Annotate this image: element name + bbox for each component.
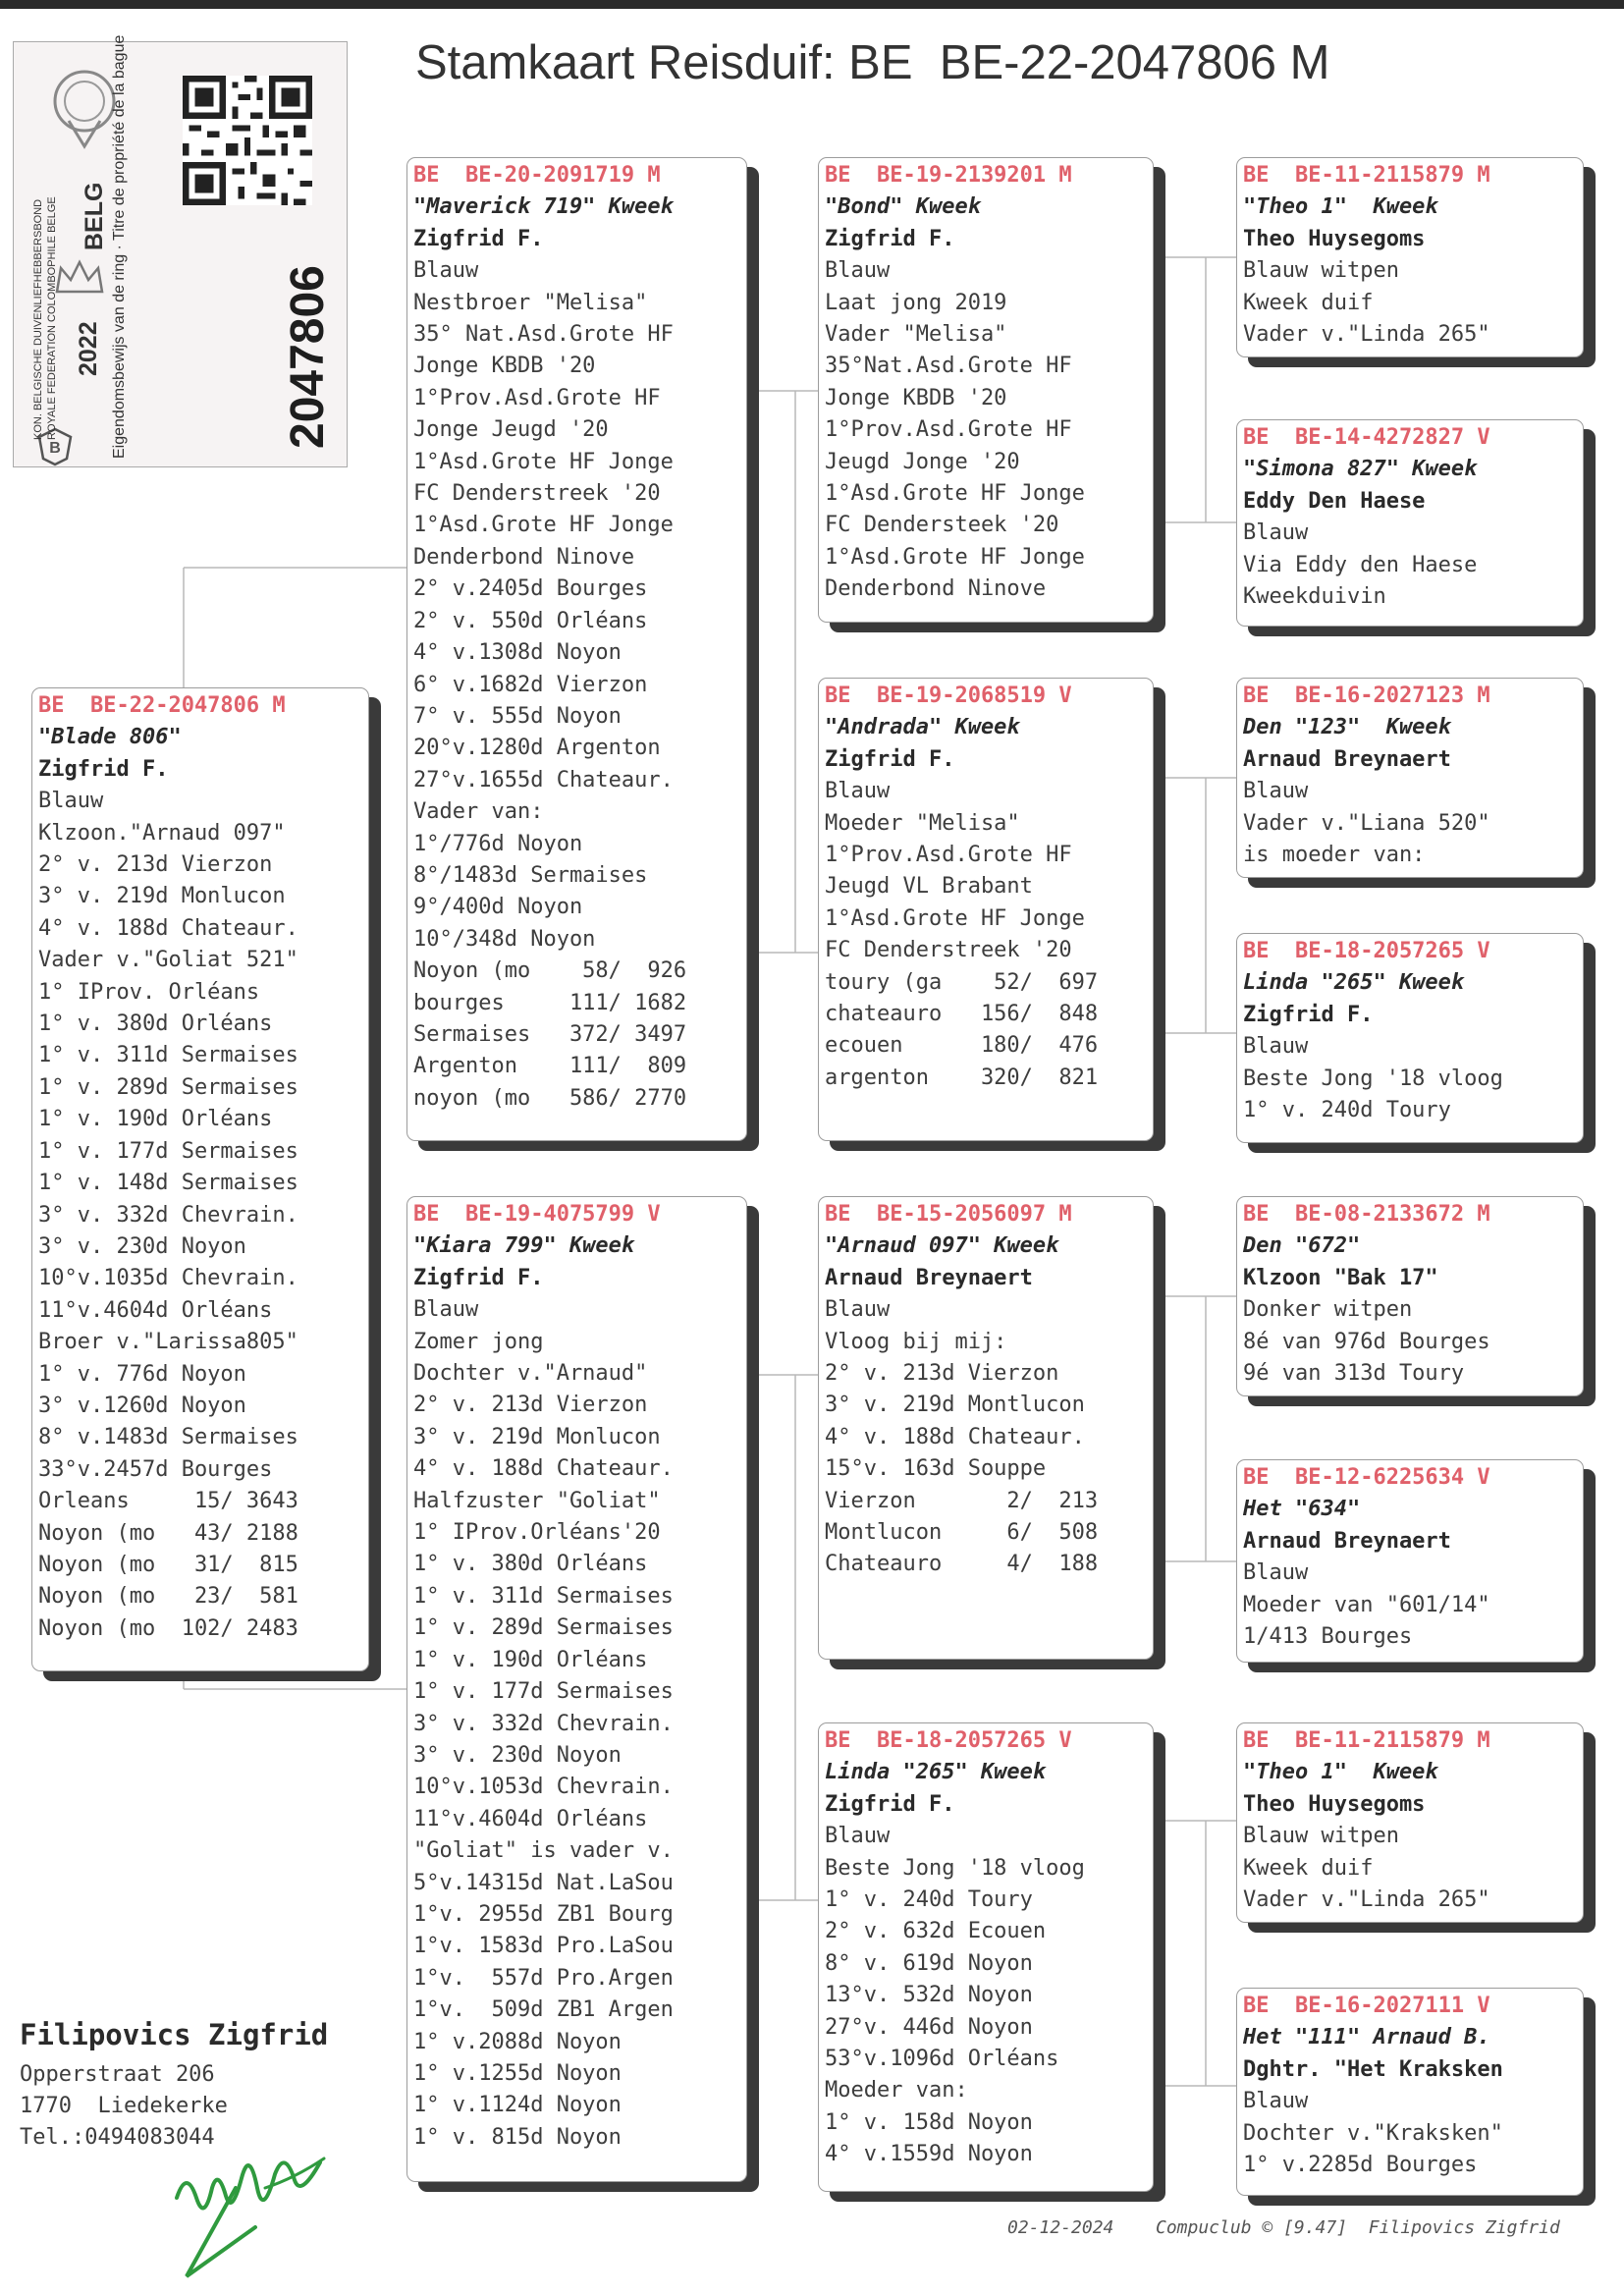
info-line: Chateauro 4/ 188	[825, 1552, 1099, 1577]
info-line: Blauw	[825, 779, 891, 804]
breeder-name: Theo Huysegoms	[1243, 1791, 1426, 1817]
info-line: 4° v. 188d Chateaur.	[825, 1424, 1085, 1449]
info-line: Argenton 111/ 809	[413, 1054, 687, 1079]
page-title: Stamkaart Reisduif: BE BE-22-2047806 M	[415, 36, 1330, 89]
info-line: ecouen 180/ 476	[825, 1033, 1099, 1059]
pigeon-name: Linda "265" Kweek	[1243, 970, 1465, 996]
card-fm-father	[1236, 678, 1584, 878]
info-line: Jeugd Jonge '20	[825, 449, 1020, 474]
info-line: 1°Asd.Grote HF Jonge	[825, 481, 1085, 507]
info-line: 3° v. 219d Monlucon	[38, 884, 286, 909]
info-line: 8° v. 619d Noyon	[825, 1950, 1033, 1976]
info-line: 1° v. 177d Sermaises	[38, 1138, 298, 1164]
info-line: Blauw	[1243, 1034, 1309, 1060]
info-line: 1° v. 380d Orléans	[413, 1552, 648, 1577]
info-line: "Goliat" is vader v.	[413, 1838, 674, 1864]
ring-number-header: BE BE-11-2115879 M	[1243, 1728, 1490, 1753]
info-line: 4° v.1308d Noyon	[413, 640, 622, 666]
info-line: bourges 111/ 1682	[413, 990, 687, 1015]
pigeon-name: "Andrada" Kweek	[825, 715, 1020, 740]
info-line: Orleans 15/ 3643	[38, 1489, 298, 1514]
info-line: 1° v.2088d Noyon	[413, 2029, 622, 2054]
ring-number-header: BE BE-20-2091719 M	[413, 163, 661, 188]
info-line: 11°v.4604d Orléans	[413, 1806, 648, 1831]
info-line: toury (ga 52/ 697	[825, 969, 1099, 995]
svg-text:B: B	[49, 440, 61, 457]
info-line: 7° v. 555d Noyon	[413, 703, 622, 729]
info-line: Vader "Melisa"	[825, 322, 1007, 348]
info-line: FC Denderstreek '20	[825, 938, 1072, 963]
info-line: Broer v."Larissa805"	[38, 1330, 298, 1355]
breeder-name: Zigfrid F.	[413, 226, 544, 251]
info-line: 1° v. 380d Orléans	[38, 1011, 273, 1037]
info-line: 33°v.2457d Bourges	[38, 1456, 273, 1482]
pigeon-name: "Bond" Kweek	[825, 194, 981, 220]
card-father	[406, 157, 747, 1141]
info-line: 9é van 313d Toury	[1243, 1361, 1465, 1387]
info-line: Jonge KBDB '20	[825, 385, 1007, 410]
info-line: Noyon (mo 102/ 2483	[38, 1615, 298, 1641]
card-father-father	[818, 157, 1154, 623]
info-line: 1° IProv.Orléans'20	[413, 1520, 661, 1546]
card-mf-father	[1236, 1196, 1584, 1396]
info-line: 10°v.1035d Chevrain.	[38, 1266, 298, 1291]
info-line: Blauw	[825, 1297, 891, 1323]
info-line: 2° v.2405d Bourges	[413, 576, 648, 602]
ring-number-header: BE BE-22-2047806 M	[38, 693, 286, 718]
card-fm-mother	[1236, 933, 1584, 1143]
pigeon-name: Linda "265" Kweek	[825, 1760, 1047, 1785]
software-credit: Compuclub © [9.47] Filipovics Zigfrid	[1156, 2217, 1560, 2238]
breeder-name: Arnaud Breynaert	[1243, 1528, 1451, 1554]
info-line: Denderbond Ninove	[825, 576, 1047, 602]
ring-number-header: BE BE-19-2139201 M	[825, 163, 1072, 188]
info-line: Sermaises 372/ 3497	[413, 1021, 687, 1047]
info-line: 3° v. 332d Chevrain.	[413, 1711, 674, 1736]
info-line: argenton 320/ 821	[825, 1065, 1099, 1090]
info-line: Halfzuster "Goliat"	[413, 1488, 661, 1513]
handwritten-signature	[147, 2129, 334, 2286]
ring-country: BELG	[81, 182, 108, 250]
print-date: 02-12-2024	[1007, 2217, 1114, 2238]
info-line: 27°v.1655d Chateaur.	[413, 767, 674, 792]
info-line: 1° v. 158d Noyon	[825, 2109, 1033, 2135]
info-line: 1°Asd.Grote HF Jonge	[825, 905, 1085, 931]
info-line: Blauw	[825, 258, 891, 284]
info-line: 1° v. 240d Toury	[1243, 1098, 1451, 1123]
info-line: 1°Asd.Grote HF Jonge	[413, 449, 674, 474]
info-line: Klzoon."Arnaud 097"	[38, 820, 286, 846]
info-line: Vierzon 2/ 213	[825, 1488, 1099, 1513]
card-mother-mother	[818, 1722, 1154, 2192]
pigeon-name: "Theo 1" Kweek	[1243, 194, 1438, 220]
ring-number-header: BE BE-12-6225634 V	[1243, 1465, 1490, 1490]
ring-number-header: BE BE-11-2115879 M	[1243, 163, 1490, 188]
ring-number-header: BE BE-18-2057265 V	[825, 1728, 1072, 1753]
federation-name-nl: KON. BELGISCHE DUIVENLIEFHEBBERSBOND	[32, 198, 44, 440]
info-line: 10°/348d Noyon	[413, 926, 596, 952]
info-line: Vader v."Goliat 521"	[38, 948, 298, 973]
info-line: Noyon (mo 23/ 581	[38, 1584, 298, 1610]
info-line: Blauw witpen	[1243, 258, 1399, 284]
info-line: 15°v. 163d Souppe	[825, 1456, 1047, 1482]
pigeon-name: Den "123" Kweek	[1243, 715, 1451, 740]
info-line: Jeugd VL Brabant	[825, 874, 1033, 900]
ring-number-header: BE BE-18-2057265 V	[1243, 939, 1490, 963]
ring-number-header: BE BE-16-2027123 M	[1243, 683, 1490, 708]
info-line: Vader v."Linda 265"	[1243, 1887, 1490, 1913]
card-mf-mother	[1236, 1459, 1584, 1663]
info-line: Vader van:	[413, 799, 544, 825]
info-line: 1° v. 815d Noyon	[413, 2124, 622, 2150]
pigeon-name: Den "672"	[1243, 1233, 1361, 1259]
breeder-name: Zigfrid F.	[825, 1791, 955, 1817]
info-line: Blauw	[413, 258, 479, 284]
pigeon-name: "Arnaud 097" Kweek	[825, 1233, 1059, 1259]
info-line: 3° v.1260d Noyon	[38, 1393, 246, 1418]
info-line: 10°v.1053d Chevrain.	[413, 1775, 674, 1800]
breeder-name: Klzoon "Bak 17"	[1243, 1265, 1438, 1290]
info-line: noyon (mo 586/ 2770	[413, 1085, 687, 1111]
info-line: Vader v."Linda 265"	[1243, 322, 1490, 348]
info-line: 4° v. 188d Chateaur.	[38, 915, 298, 941]
info-line: 6° v.1682d Vierzon	[413, 672, 648, 697]
info-line: 1°/776d Noyon	[413, 831, 583, 856]
info-line: 1° v.2285d Bourges	[1243, 2153, 1478, 2178]
info-line: 1° v. 148d Sermaises	[38, 1171, 298, 1196]
info-line: 4° v. 188d Chateaur.	[413, 1456, 674, 1482]
pigeon-name: "Theo 1" Kweek	[1243, 1760, 1438, 1785]
ring-number-header: BE BE-14-4272827 V	[1243, 425, 1490, 450]
breeder-name: Zigfrid F.	[825, 226, 955, 251]
ring-number-header: BE BE-19-4075799 V	[413, 1202, 661, 1227]
info-line: 1°v. 2955d ZB1 Bourg	[413, 1901, 674, 1927]
breeder-name: Arnaud Breynaert	[1243, 746, 1451, 772]
info-line: 1°Prov.Asd.Grote HF	[825, 417, 1072, 443]
card-ff-father	[1236, 157, 1584, 357]
owner-city: 1770 Liedekerke	[20, 2094, 228, 2118]
info-line: Blauw	[1243, 1560, 1309, 1586]
breeder-name: Zigfrid F.	[1243, 1002, 1374, 1027]
breeder-name: Zigfrid F.	[825, 746, 955, 772]
info-line: 2° v. 213d Vierzon	[825, 1361, 1059, 1387]
info-line: Blauw	[1243, 779, 1309, 804]
info-line: 1° v.1124d Noyon	[413, 2093, 622, 2118]
owner-street: Opperstraat 206	[20, 2062, 215, 2087]
breeder-name: Dghtr. "Het Kraksken	[1243, 2056, 1503, 2082]
pigeon-name: "Maverick 719" Kweek	[413, 194, 674, 220]
info-line: 1/413 Bourges	[1243, 1624, 1413, 1650]
info-line: 1°Asd.Grote HF Jonge	[825, 544, 1085, 570]
info-line: Donker witpen	[1243, 1297, 1413, 1323]
ring-number: 2047806	[282, 265, 334, 449]
info-line: Dochter v."Arnaud"	[413, 1361, 648, 1387]
info-line: 2° v. 632d Ecouen	[825, 1919, 1047, 1944]
info-line: 1°Prov.Asd.Grote HF	[413, 385, 661, 410]
info-line: Blauw	[413, 1297, 479, 1323]
ring-number-header: BE BE-08-2133672 M	[1243, 1202, 1490, 1227]
info-line: 1° v. 311d Sermaises	[413, 1583, 674, 1609]
info-line: 3° v. 332d Chevrain.	[38, 1202, 298, 1228]
info-line: 1°v. 1583d Pro.LaSou	[413, 1934, 674, 1959]
info-line: Dochter v."Kraksken"	[1243, 2120, 1503, 2146]
info-line: 1° v. 190d Orléans	[413, 1647, 648, 1672]
info-line: Kweek duif	[1243, 1855, 1374, 1881]
info-line: 11°v.4604d Orléans	[38, 1297, 273, 1323]
federation-name-fr: ROYALE FEDERATION COLOMBOPHILE BELGE	[46, 196, 58, 440]
info-line: 1°Prov.Asd.Grote HF	[825, 843, 1072, 868]
pigeon-name: Het "111" Arnaud B.	[1243, 2025, 1490, 2050]
pigeon-name: Het "634"	[1243, 1497, 1361, 1522]
info-line: 27°v. 446d Noyon	[825, 2014, 1033, 2040]
info-line: 4° v.1559d Noyon	[825, 2142, 1033, 2167]
info-line: Moeder van "601/14"	[1243, 1592, 1490, 1617]
card-ff-mother	[1236, 419, 1584, 627]
info-line: Jonge Jeugd '20	[413, 417, 609, 443]
info-line: 8° v.1483d Sermaises	[38, 1425, 298, 1450]
owner-name: Filipovics Zigfrid	[20, 2018, 329, 2051]
info-line: 53°v.1096d Orléans	[825, 2047, 1059, 2072]
pigeon-name: "Kiara 799" Kweek	[413, 1233, 635, 1259]
info-line: 1° v. 289d Sermaises	[413, 1615, 674, 1641]
info-line: Blauw	[38, 789, 104, 814]
info-line: Jonge KBDB '20	[413, 354, 596, 379]
card-mm-mother	[1236, 1988, 1584, 2196]
info-line: is moeder van:	[1243, 843, 1426, 868]
info-line: Noyon (mo 31/ 815	[38, 1552, 298, 1577]
info-line: Vloog bij mij:	[825, 1329, 1007, 1354]
info-line: 1° IProv. Orléans	[38, 979, 260, 1005]
info-line: 1° v. 311d Sermaises	[38, 1043, 298, 1068]
info-line: Beste Jong '18 vloog	[825, 1855, 1085, 1881]
info-line: 1° v. 776d Noyon	[38, 1361, 246, 1387]
info-line: 1° v. 177d Sermaises	[413, 1679, 674, 1705]
breeder-name: Arnaud Breynaert	[825, 1265, 1033, 1290]
info-line: 2° v. 213d Vierzon	[413, 1393, 648, 1418]
ring-number-header: BE BE-19-2068519 V	[825, 683, 1072, 708]
info-line: Vader v."Liana 520"	[1243, 810, 1490, 836]
info-line: 9°/400d Noyon	[413, 895, 583, 920]
info-line: Nestbroer "Melisa"	[413, 290, 648, 315]
info-line: 8é van 976d Bourges	[1243, 1329, 1490, 1354]
card-mm-father	[1236, 1722, 1584, 1923]
owner-phone: Tel.:0494083044	[20, 2125, 215, 2150]
info-line: 1° v. 289d Sermaises	[38, 1074, 298, 1100]
info-line: 2° v. 213d Vierzon	[38, 852, 273, 878]
info-line: Zomer jong	[413, 1329, 544, 1354]
info-line: 1°v. 557d Pro.Argen	[413, 1965, 674, 1991]
info-line: Blauw	[825, 1824, 891, 1849]
info-line: 3° v. 230d Noyon	[413, 1742, 622, 1768]
info-line: FC Dendersteek '20	[825, 513, 1059, 538]
info-line: 3° v. 230d Noyon	[38, 1233, 246, 1259]
info-line: Moeder "Melisa"	[825, 810, 1020, 836]
info-line: Kweekduivin	[1243, 584, 1386, 610]
ring-number-header: BE BE-15-2056097 M	[825, 1202, 1072, 1227]
breeder-name: Zigfrid F.	[413, 1265, 544, 1290]
info-line: 8°/1483d Sermaises	[413, 862, 648, 888]
info-line: Laat jong 2019	[825, 290, 1007, 315]
breeder-name: Eddy Den Haese	[1243, 488, 1426, 514]
info-line: Blauw witpen	[1243, 1824, 1399, 1849]
info-line: Moeder van:	[825, 2078, 968, 2104]
info-line: Noyon (mo 58/ 926	[413, 958, 687, 984]
info-line: Blauw	[1243, 520, 1309, 546]
card-father-mother	[818, 678, 1154, 1141]
ring-year: 2022	[75, 321, 102, 376]
info-line: 2° v. 550d Orléans	[413, 608, 648, 633]
info-line: 3° v. 219d Montlucon	[825, 1393, 1085, 1418]
info-line: 1°v. 509d ZB1 Argen	[413, 1997, 674, 2023]
info-line: Beste Jong '18 vloog	[1243, 1066, 1503, 1091]
info-line: 5°v.14315d Nat.LaSou	[413, 1870, 674, 1895]
card-mother-father	[818, 1196, 1154, 1660]
ownership-statement: Eigendomsbewijs van de ring · Titre de propriété de la bague	[111, 34, 128, 459]
ring-number-header: BE BE-16-2027111 V	[1243, 1994, 1490, 2018]
info-line: Blauw	[1243, 2089, 1309, 2114]
pigeon-name: "Blade 806"	[38, 725, 182, 750]
info-line: 35°Nat.Asd.Grote HF	[825, 354, 1072, 379]
card-mother	[406, 1196, 747, 2182]
info-line: FC Denderstreek '20	[413, 481, 661, 507]
info-line: 35° Nat.Asd.Grote HF	[413, 322, 674, 348]
info-line: Via Eddy den Haese	[1243, 552, 1478, 577]
info-line: 1°Asd.Grote HF Jonge	[413, 513, 674, 538]
info-line: Montlucon 6/ 508	[825, 1520, 1099, 1546]
info-line: chateauro 156/ 848	[825, 1002, 1099, 1027]
breeder-name: Theo Huysegoms	[1243, 226, 1426, 251]
pigeon-name: "Simona 827" Kweek	[1243, 457, 1478, 482]
info-line: 20°v.1280d Argenton	[413, 736, 661, 761]
card-subject	[31, 687, 369, 1671]
info-line: Denderbond Ninove	[413, 544, 635, 570]
info-line: 1° v. 190d Orléans	[38, 1107, 273, 1132]
info-line: 3° v. 219d Monlucon	[413, 1424, 661, 1449]
info-line: 1° v. 240d Toury	[825, 1887, 1033, 1913]
info-line: Kweek duif	[1243, 290, 1374, 315]
info-line: 1° v.1255d Noyon	[413, 2060, 622, 2086]
info-line: 13°v. 532d Noyon	[825, 1983, 1033, 2008]
info-line: Noyon (mo 43/ 2188	[38, 1520, 298, 1546]
breeder-name: Zigfrid F.	[38, 756, 169, 782]
